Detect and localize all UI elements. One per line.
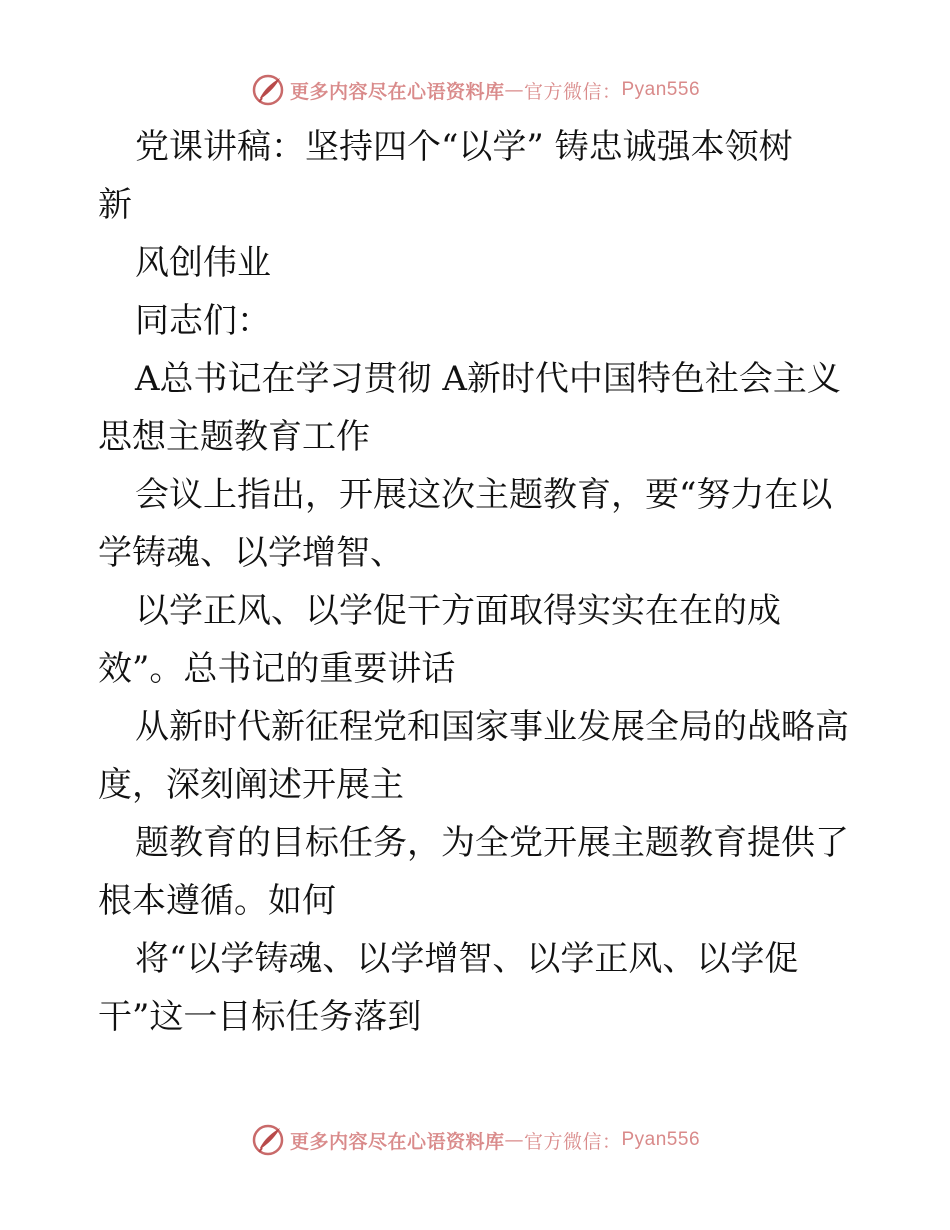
quill-pen-logo-icon <box>250 72 286 108</box>
body-line: 干”这一目标任务落到 <box>98 997 422 1037</box>
body-line: A总书记在学习贯彻 A新时代中国特色社会主义 <box>135 359 841 399</box>
body-line: 题教育的目标任务，为全党开展主题教育提供了 <box>135 823 849 863</box>
banner-separator: — <box>504 79 524 101</box>
body-line: 效”。总书记的重要讲话 <box>98 649 456 689</box>
banner-wechat-handle: Pyan556 <box>621 79 701 100</box>
body-line: 根本遵循。如何 <box>98 881 336 921</box>
body-line: 会议上指出，开展这次主题教育，要“努力在以 <box>135 475 833 515</box>
body-line: 学铸魂、以学增智、 <box>98 533 404 573</box>
banner-separator: — <box>504 1129 524 1151</box>
document-body <box>98 118 868 1046</box>
banner-wechat-label: 官方微信： <box>523 1130 622 1153</box>
title-line-2: 新 <box>98 185 132 225</box>
body-line: 以学正风、以学促干方面取得实实在在的成 <box>135 591 781 631</box>
banner-wechat-handle: Pyan556 <box>621 1129 701 1150</box>
footer-banner <box>0 1120 950 1160</box>
salutation: 同志们： <box>135 301 271 341</box>
body-line: 从新时代新征程党和国家事业发展全局的战略高 <box>135 707 849 747</box>
banner-wechat-label: 官方微信： <box>523 80 622 103</box>
title-line-1: 党课讲稿：坚持四个“以学” 铸忠诚强本领树 <box>135 127 793 167</box>
quill-pen-logo-icon <box>250 1122 286 1158</box>
title-line-3: 风创伟业 <box>135 243 271 283</box>
header-banner <box>0 70 950 110</box>
body-line: 度，深刻阐述开展主 <box>98 765 404 805</box>
banner-brand-text: 更多内容尽在心语资料库 <box>289 80 505 103</box>
body-line: 思想主题教育工作 <box>98 417 370 457</box>
banner-brand-text: 更多内容尽在心语资料库 <box>289 1130 505 1153</box>
body-line: 将“以学铸魂、以学增智、以学正风、以学促 <box>135 939 799 979</box>
